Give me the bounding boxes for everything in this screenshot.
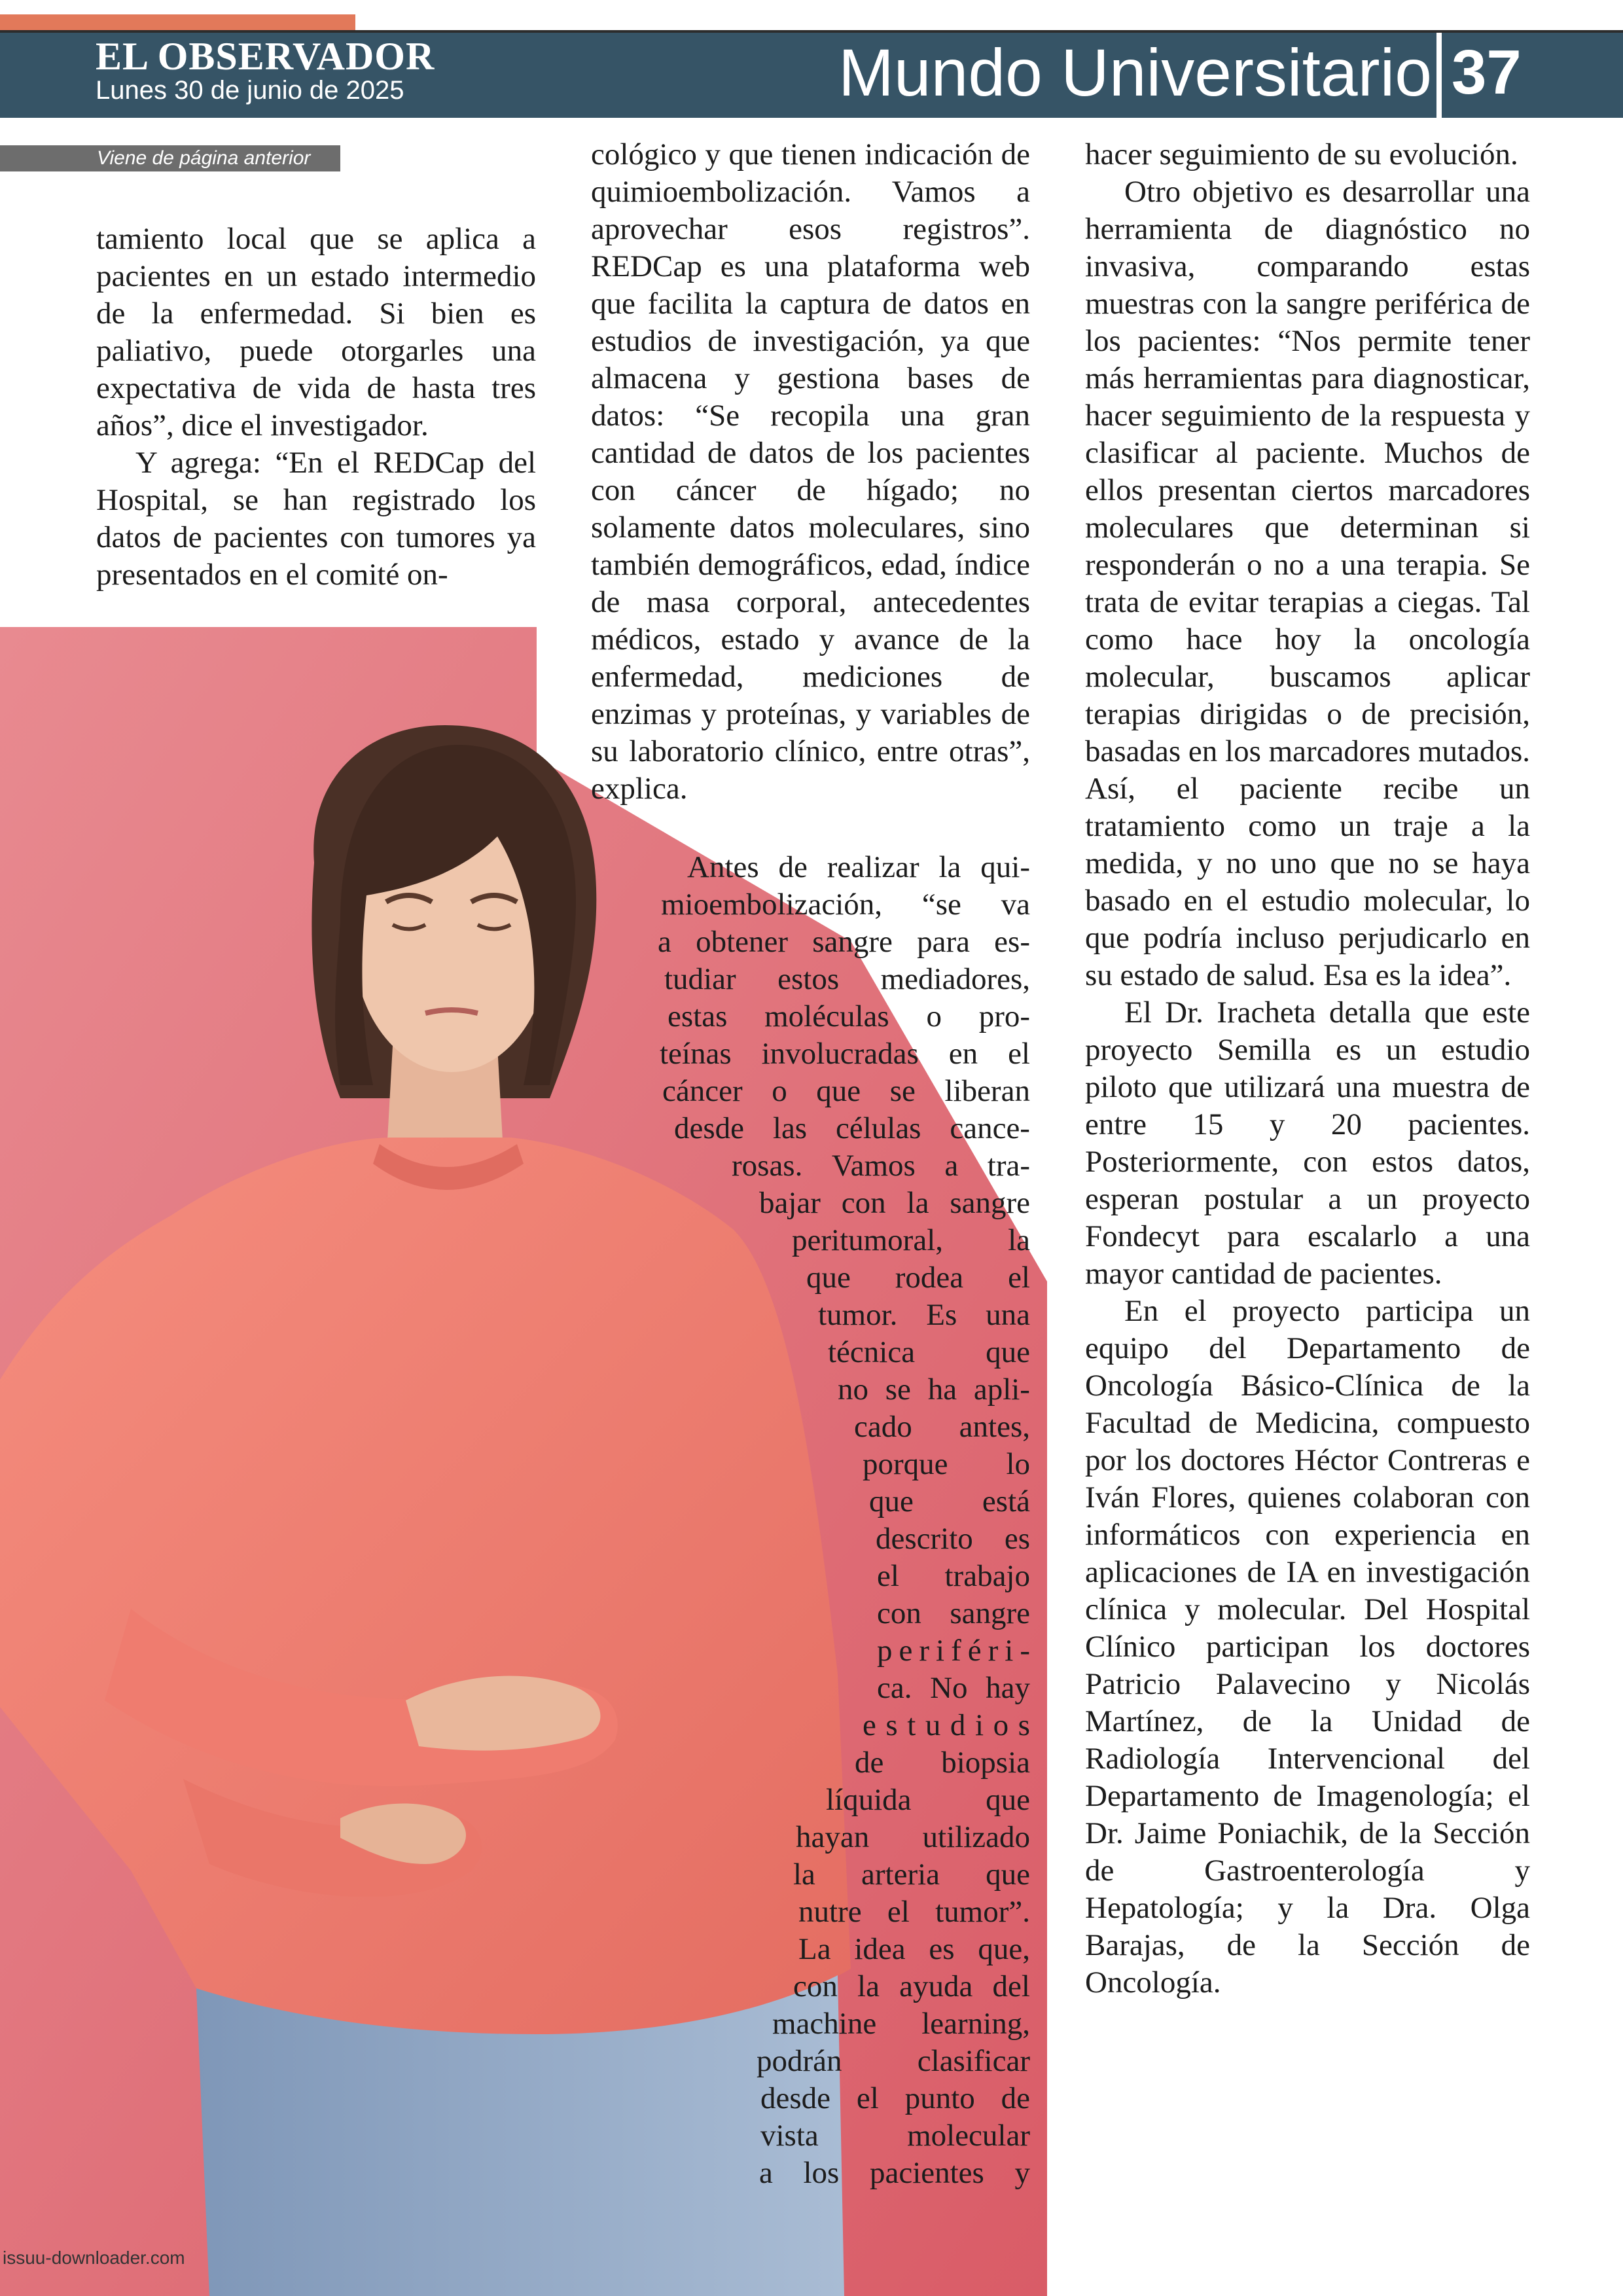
text-line: ca. No hay [877, 1671, 1030, 1705]
text-line: de biopsia [855, 1746, 1030, 1780]
text-line: el trabajo [877, 1559, 1030, 1593]
text-line: que rodea el [806, 1261, 1030, 1295]
text-line: peritumoral, la [792, 1223, 1030, 1257]
paragraph: cológico y que tienen indicación de quimioembolización. Vamos a aprovechar esos registros”. REDCap es una plataforma web que facilita la captura de datos en estudios de investigación, ya que almacena y gestiona bases de datos: “Se recopila una gran cantidad de datos de los pacientes con cáncer de hígado; no solamente datos moleculares, sino también demográficos, edad, índice de masa corporal, antecedentes médicos, estado y avance de la enfermedad, mediciones de enzimas y proteínas, y variables de su laboratorio clínico, entre otras”, explica. [591, 137, 1030, 806]
text-line: hayan utilizado [796, 1820, 1030, 1854]
text-line: desde el punto de [760, 2081, 1030, 2115]
text-line: vista molecular [760, 2119, 1030, 2153]
paragraph: En el proyecto participa un equipo del Departamento de Oncología Básico-Clínica de la Facultad de Medicina, compuesto por los doctores Héctor Contreras e Iván Flores, quienes colaboran con informáticos con experiencia en aplicaciones de IA en investigación clínica y molecular. Del Hospital Clínico participan los doctores Patricio Palavecino y Nicolás Martínez, de la Unidad de Radiología Intervencional del Departamento de Imagenología; el Dr. Jaime Poniachik, de la Sección de Gastroenterología y Hepatología; y la Dra. Olga Barajas, de la Sección de Oncología. [1085, 1294, 1530, 2000]
article-column-1 [96, 221, 536, 594]
text-line: p e r i f é r i - [877, 1634, 1030, 1668]
paragraph: Otro objetivo es desarrollar una herramienta de diagnóstico no invasiva, comparando estas muestras con la sangre periférica de los pacientes: “Nos permite tener más herramientas para diagnosticar, hacer seguimiento de la respuesta y clasificar al paciente. Muchos de ellos presentan ciertos marcadores moleculares que determinan si responderán o no a una terapia. Se trata de evitar terapias a ciegas. Tal como hace hoy la oncología molecular, buscamos aplicar terapias dirigidas o de precisión, basadas en los marcadores mutados. Así, el paciente recibe un tratamiento como un traje a la medida, y no uno que no se haya basado en el estudio molecular, lo que podría incluso perjudicarlo en su estado de salud. Esa es la idea”. [1085, 175, 1530, 992]
article-column-2 [591, 136, 1030, 808]
text-line: Antes de realizar la qui- [687, 850, 1030, 884]
text-line: a obtener sangre para es- [658, 925, 1030, 959]
text-line: rosas. Vamos a tra- [732, 1149, 1030, 1183]
text-line: bajar con la sangre [759, 1186, 1030, 1220]
text-line: desde las células cance- [674, 1111, 1030, 1145]
text-line: con sangre [877, 1596, 1030, 1630]
header-accent-bar [0, 14, 355, 31]
text-line: podrán clasificar [757, 2044, 1030, 2078]
paragraph: El Dr. Iracheta detalla que este proyecto Semilla es un estudio piloto que utilizará una muestra de entre 15 y 20 pacientes. Posteriormente, con estos datos, esperan postular a un proyecto Fondecyt para escalarlo a una mayor cantidad de pacientes. [1085, 996, 1530, 1291]
watermark: issuu-downloader.com [3, 2248, 185, 2268]
text-line: no se ha apli- [838, 1372, 1030, 1407]
text-line: La idea es que, [798, 1932, 1030, 1966]
text-line: que está [869, 1484, 1030, 1518]
text-line: a los pacientes y [759, 2156, 1030, 2190]
issue-date: Lunes 30 de junio de 2025 [96, 76, 404, 105]
text-line: cáncer o que se liberan [662, 1074, 1030, 1108]
page-number: 37 [1452, 37, 1522, 107]
paragraph: tamiento local que se aplica a pacientes en un estado intermedio de la enfermedad. Si bien es paliativo, puede otorgarles una expectativa de vida de hasta tres años”, dice el investigador. [96, 222, 536, 442]
paragraph: Y agrega: “En el REDCap del Hospital, se han registrado los datos de pacientes con tumores ya presentados en el comité on- [96, 446, 536, 592]
text-line: la arteria que [793, 1857, 1030, 1892]
text-line: nutre el tumor”. [798, 1895, 1030, 1929]
text-line: estas moléculas o pro- [668, 999, 1030, 1033]
text-line: mioembolización, “se va [661, 888, 1030, 922]
paragraph: hacer seguimiento de su evolución. [1085, 137, 1518, 171]
text-line: con la ayuda del [793, 1969, 1030, 2003]
text-line: tumor. Es una [818, 1298, 1030, 1332]
text-line: líquida que [826, 1783, 1030, 1817]
text-line: descrito es [876, 1522, 1030, 1556]
section-title: Mundo Universitario [838, 35, 1432, 110]
page-number-divider [1436, 33, 1442, 118]
text-line: machine learning, [772, 2007, 1030, 2041]
text-line: cado antes, [854, 1410, 1030, 1444]
article-column-3 [1085, 136, 1530, 2001]
text-line: tudiar estos mediadores, [664, 962, 1030, 996]
text-line: técnica que [828, 1335, 1030, 1369]
text-line: porque lo [863, 1447, 1030, 1481]
newspaper-name: EL OBSERVADOR [96, 35, 435, 78]
text-line: e s t u d i o s [863, 1708, 1030, 1742]
text-line: teínas involucradas en el [660, 1037, 1030, 1071]
continued-from-label: Viene de página anterior [0, 145, 340, 171]
